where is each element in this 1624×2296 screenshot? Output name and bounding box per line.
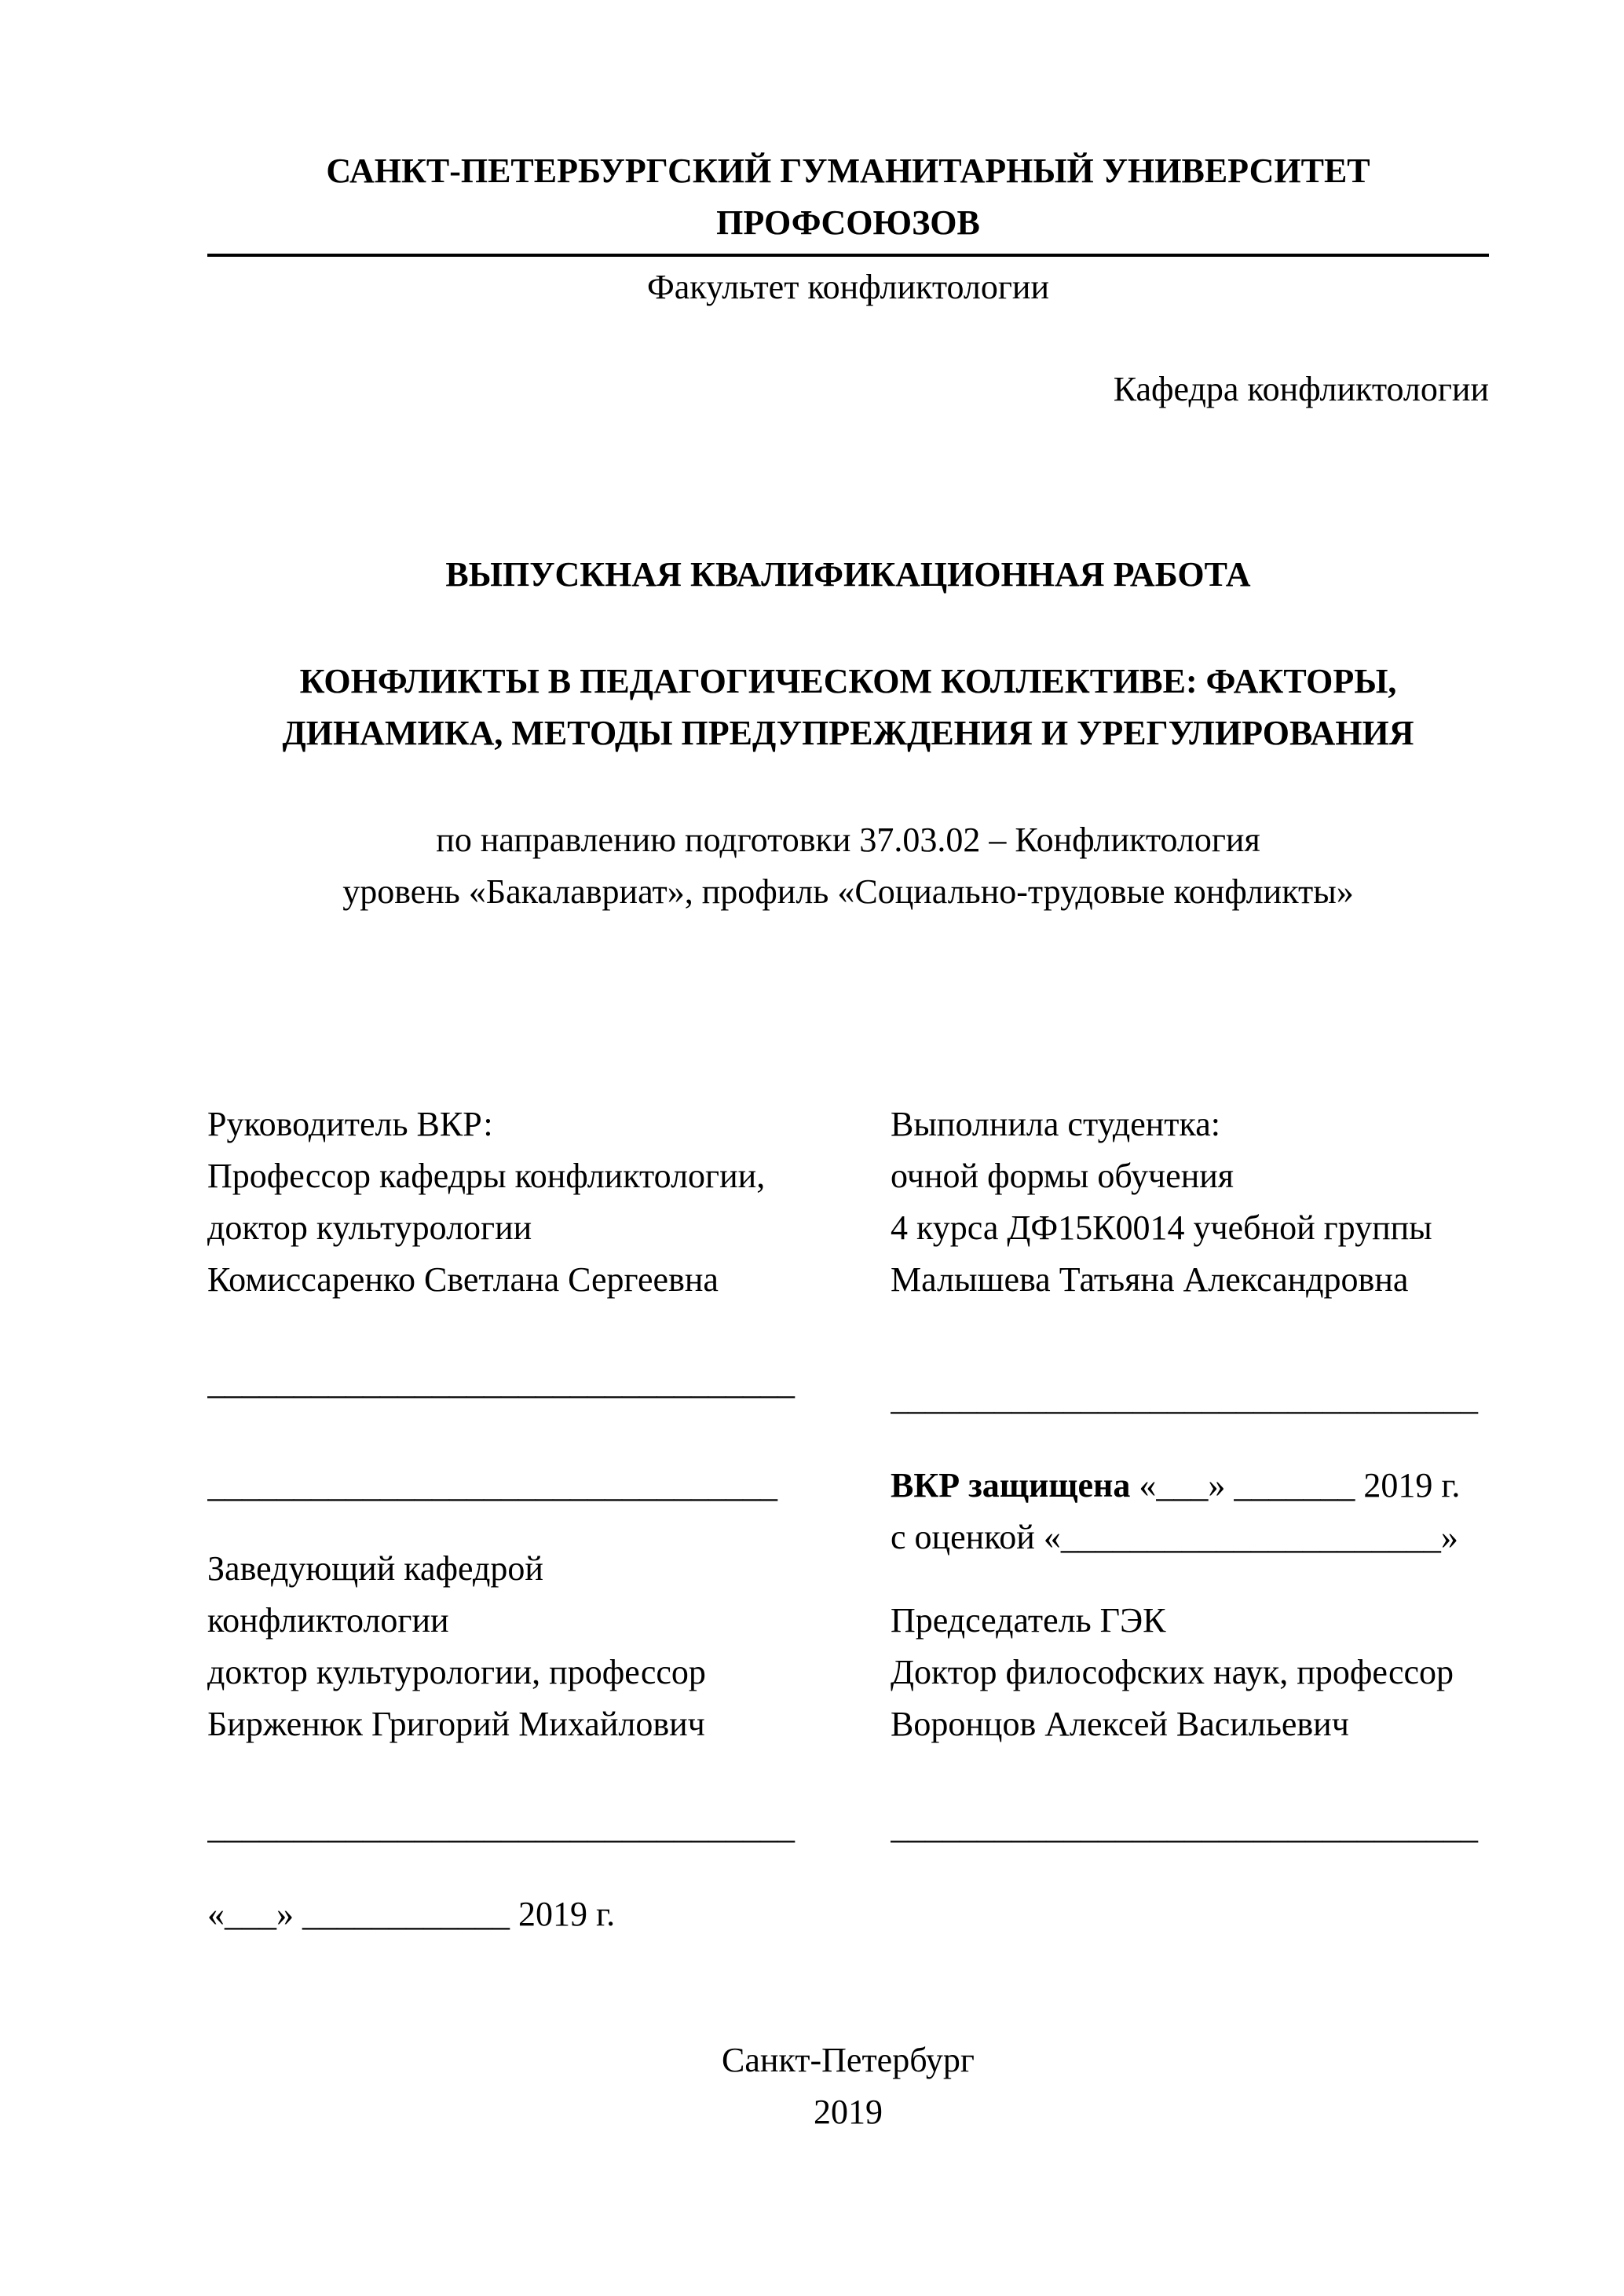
supervisor-column [207, 1099, 836, 1940]
footer [207, 2035, 1489, 2138]
grade-line: с оценкой «______________________» [891, 1518, 1458, 1556]
signatures-section [207, 1099, 1489, 1940]
head-name: Бирженюк Григорий Михайлович [207, 1705, 705, 1743]
chairman-label: Председатель ГЭК [891, 1601, 1166, 1640]
supervisor-signature-line: __________________________________ [207, 1363, 795, 1402]
university-name-line2: ПРОФСОЮЗОВ [716, 203, 980, 242]
student-name: Малышева Татьяна Александровна [891, 1260, 1409, 1299]
head-label-line2: конфликтологии [207, 1601, 449, 1640]
supervisor-position-line1: Профессор кафедры конфликтологии, [207, 1157, 766, 1195]
student-form: очной формы обучения [891, 1157, 1234, 1195]
supervisor-position-line2: доктор культурологии [207, 1208, 532, 1247]
department-name: Кафедра конфликтологии [1113, 370, 1489, 408]
student-group: 4 курса ДФ15К0014 учебной группы [891, 1208, 1432, 1247]
work-type-heading: ВЫПУСКНАЯ КВАЛИФИКАЦИОННАЯ РАБОТА [445, 555, 1251, 594]
university-name [207, 145, 1489, 257]
head-signature-line-lower: __________________________________ [207, 1808, 795, 1846]
university-name-line1: САНКТ-ПЕТЕРБУРГСКИЙ ГУМАНИТАРНЫЙ УНИВЕРСИТЕТ [326, 152, 1370, 190]
faculty-name: Факультет конфликтологии [646, 268, 1049, 306]
thesis-title-line1: КОНФЛИКТЫ В ПЕДАГОГИЧЕСКОМ КОЛЛЕКТИВЕ: ФАКТОРЫ, [299, 662, 1397, 700]
thesis-title [207, 656, 1489, 759]
program-info [207, 814, 1489, 918]
thesis-title-line2: ДИНАМИКА, МЕТОДЫ ПРЕДУПРЕЖДЕНИЯ И УРЕГУЛИРОВАНИЯ [282, 714, 1414, 752]
supervisor-label: Руководитель ВКР: [207, 1105, 493, 1143]
program-level: уровень «Бакалавриат», профиль «Социально-трудовые конфликты» [342, 872, 1354, 911]
chairman-signature-line: __________________________________ [891, 1808, 1478, 1846]
student-column [891, 1099, 1489, 1940]
defended-date: «___» _______ 2019 г. [1130, 1466, 1461, 1504]
head-label-line1: Заведующий кафедрой [207, 1549, 543, 1588]
student-signature-line: __________________________________ [891, 1379, 1478, 1417]
student-label: Выполнила студентка: [891, 1105, 1220, 1143]
chairman-position: Доктор философских наук, профессор [891, 1653, 1454, 1691]
defended-label: ВКР защищена [891, 1466, 1131, 1504]
approval-date-line: «___» ____________ 2019 г. [207, 1895, 616, 1933]
head-position: доктор культурологии, профессор [207, 1653, 706, 1691]
supervisor-name: Комиссаренко Светлана Сергеевна [207, 1260, 719, 1299]
defended-line [891, 1460, 1489, 1512]
chairman-name: Воронцов Алексей Васильевич [891, 1705, 1349, 1743]
footer-city: Санкт-Петербург [722, 2041, 975, 2079]
program-direction: по направлению подготовки 37.03.02 – Конфликтология [436, 821, 1260, 859]
footer-year: 2019 [814, 2093, 883, 2131]
head-signature-line-upper: _________________________________ [207, 1466, 777, 1504]
